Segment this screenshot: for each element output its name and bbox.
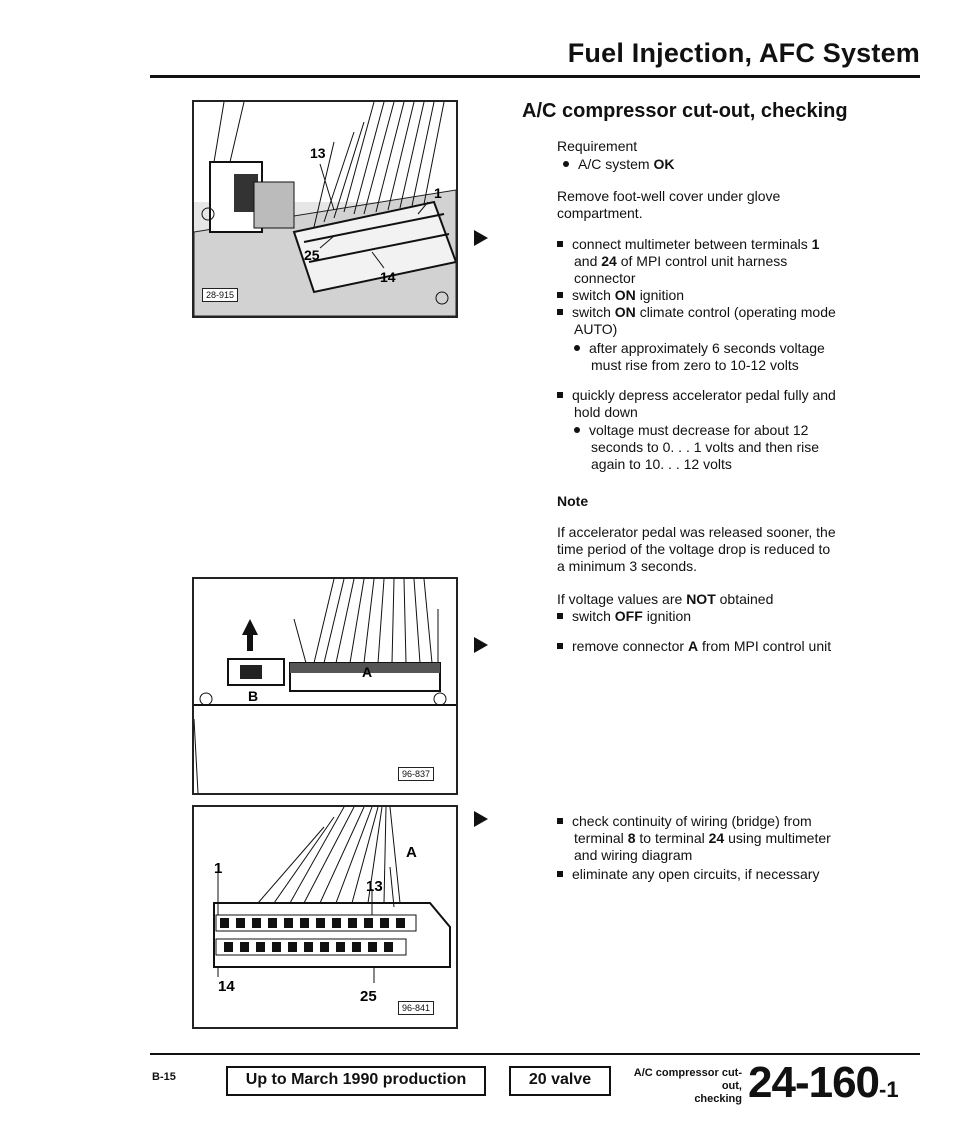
remove-cover-text-1: Remove foot-well cover under glove xyxy=(557,188,781,204)
step-connect-multimeter-cont2: connector xyxy=(574,270,636,286)
bullet-dot-icon xyxy=(574,427,580,433)
footer-caption-line-1: A/C compressor cut-out, xyxy=(633,1067,742,1092)
substep-voltage-decrease-cont2: again to 10. . . 12 volts xyxy=(591,456,732,472)
step-check-continuity-cont: terminal 8 to terminal 24 using multimeter xyxy=(574,830,831,846)
page-number-suffix: -1 xyxy=(879,1077,899,1102)
step-connect-multimeter-cont: and 24 of MPI control unit harness xyxy=(574,253,788,269)
footer-caption xyxy=(624,1067,742,1106)
callout-13: 13 xyxy=(366,878,383,895)
step-eliminate-open-circuits: eliminate any open circuits, if necessary xyxy=(557,866,819,882)
step-switch-climate-on: switch ON climate control (operating mode xyxy=(557,304,836,320)
step-connect-multimeter: connect multimeter between terminals 1 xyxy=(557,236,819,252)
bullet-dot-icon xyxy=(563,161,569,167)
step-depress-pedal: quickly depress accelerator pedal fully and xyxy=(557,387,836,403)
page-header-title: Fuel Injection, AFC System xyxy=(567,38,920,68)
connector-illustration-2 xyxy=(194,579,456,793)
note-text-2: time period of the voltage drop is reduced to xyxy=(557,541,831,557)
figure-id-label: 96-837 xyxy=(398,767,434,781)
callout-13: 13 xyxy=(310,145,326,161)
requirement-item: A/C system OK xyxy=(563,156,674,172)
bullet-square-icon xyxy=(557,241,563,247)
footer-valve-box: 20 valve xyxy=(509,1066,611,1096)
callout-25: 25 xyxy=(304,247,320,263)
step-switch-ignition-off: switch OFF ignition xyxy=(557,608,691,624)
bullet-square-icon xyxy=(557,613,563,619)
callout-b: B xyxy=(248,688,259,704)
substep-voltage-rise-cont: must rise from zero to 10-12 volts xyxy=(591,357,799,373)
bullet-square-icon xyxy=(557,392,563,398)
substep-voltage-decrease-cont: seconds to 0. . . 1 volts and then rise xyxy=(591,439,820,455)
bullet-square-icon xyxy=(557,309,563,315)
substep-voltage-rise: after approximately 6 seconds voltage xyxy=(574,340,825,356)
step-check-continuity: check continuity of wiring (bridge) from xyxy=(557,813,812,829)
callout-14: 14 xyxy=(380,269,396,285)
header-rule xyxy=(150,75,920,78)
bullet-square-icon xyxy=(557,818,563,824)
step-switch-ignition-on: switch ON ignition xyxy=(557,287,684,303)
callout-25: 25 xyxy=(360,988,377,1005)
pointer-arrow-step3 xyxy=(474,811,488,827)
section-title: A/C compressor cut-out, checking xyxy=(522,100,848,122)
bullet-square-icon xyxy=(557,871,563,877)
figure-connector-terminals xyxy=(192,100,458,318)
note-label: Note xyxy=(557,493,589,509)
pointer-arrow-step2 xyxy=(474,637,488,653)
callout-14: 14 xyxy=(218,978,235,995)
footer-rule xyxy=(150,1053,920,1055)
step-remove-connector: remove connector A from MPI control unit xyxy=(557,638,831,654)
substep-voltage-decrease: voltage must decrease for about 12 xyxy=(574,422,808,438)
footer-page-number xyxy=(748,1058,899,1108)
figure-connector-removal xyxy=(192,577,458,795)
remove-cover-text-2: compartment. xyxy=(557,205,643,221)
note-text-1: If accelerator pedal was released sooner, the xyxy=(557,524,836,540)
callout-1: 1 xyxy=(434,185,442,201)
requirement-label: Requirement xyxy=(557,138,638,154)
note-text-3: a minimum 3 seconds. xyxy=(557,558,698,574)
step-switch-climate-cont: AUTO) xyxy=(574,321,618,337)
pointer-arrow-step1 xyxy=(474,230,488,246)
footer-caption-line-2: checking xyxy=(694,1093,742,1105)
figure-id-label: 96-841 xyxy=(398,1001,434,1015)
figure-id-label: 28-915 xyxy=(202,288,238,302)
footer-page-ref: B-15 xyxy=(152,1071,176,1083)
connector-illustration-1 xyxy=(194,102,456,316)
footer-production-box: Up to March 1990 production xyxy=(226,1066,486,1096)
connector-illustration-3 xyxy=(194,807,456,1027)
callout-a: A xyxy=(362,664,373,680)
if-voltage-not-obtained: If voltage values are NOT obtained xyxy=(557,591,774,607)
step-check-continuity-cont2: and wiring diagram xyxy=(574,847,693,863)
step-depress-pedal-cont: hold down xyxy=(574,404,638,420)
figure-connector-pins xyxy=(192,805,458,1029)
bullet-square-icon xyxy=(557,292,563,298)
callout-1: 1 xyxy=(214,860,223,877)
callout-a: A xyxy=(406,844,417,861)
bullet-square-icon xyxy=(557,643,563,649)
page-number-main: 24-160 xyxy=(748,1058,880,1107)
bullet-dot-icon xyxy=(574,345,580,351)
